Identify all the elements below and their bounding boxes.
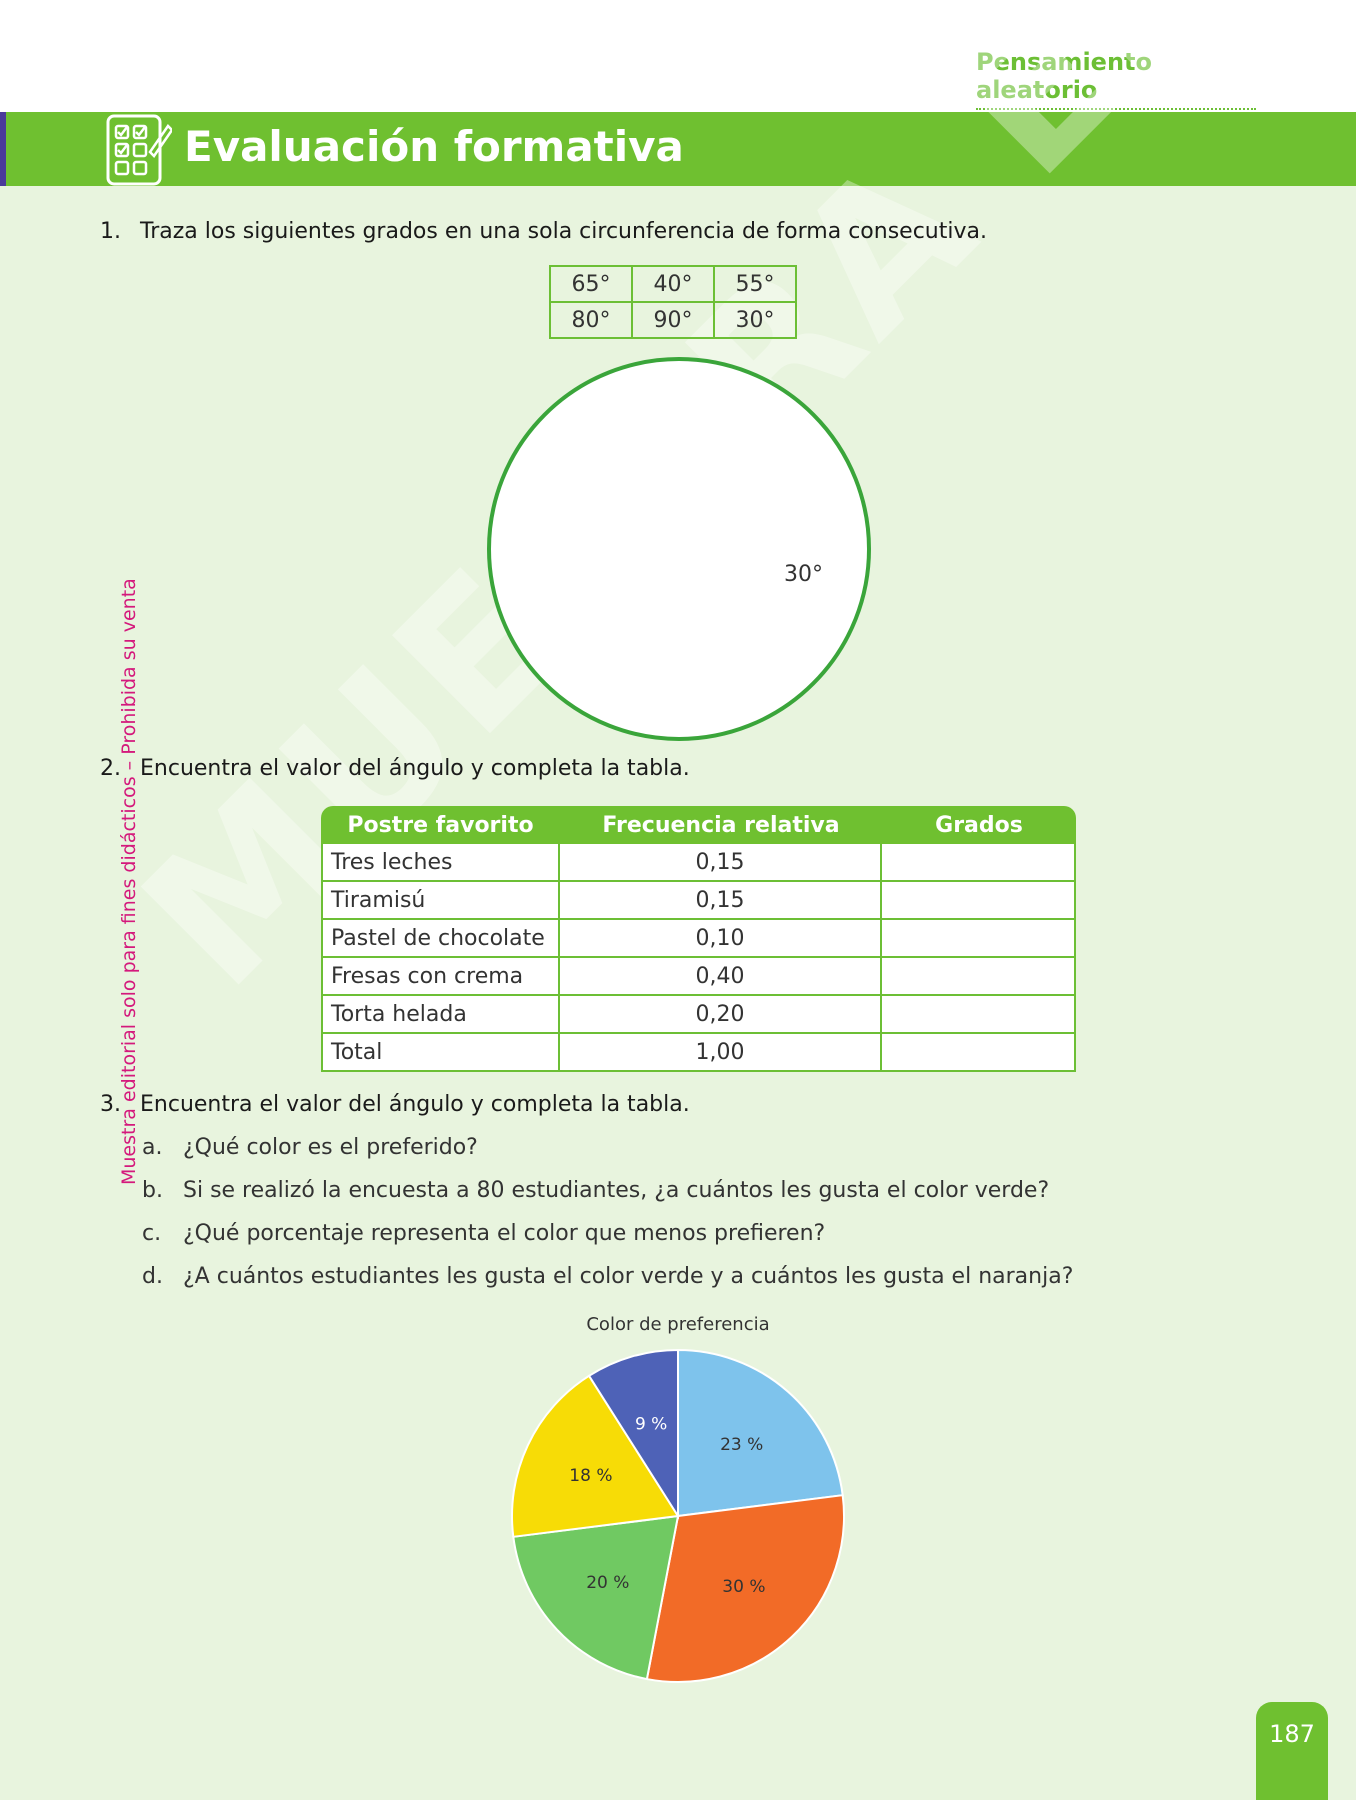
section-title: Pensamiento aleatorio (976, 48, 1256, 110)
sub-question-text: ¿Qué color es el preferido? (183, 1135, 478, 1160)
table-row (321, 882, 1076, 920)
pie-chart (508, 1346, 848, 1686)
dessert-cell: Tres leches (321, 844, 560, 882)
sub-question-letter: d. (142, 1264, 163, 1289)
checklist-icon (102, 112, 172, 188)
sub-question-text: Si se realizó la encuesta a 80 estudiantes, ¿a cuántos les gusta el color verde? (183, 1178, 1050, 1203)
dessert-cell: Torta helada (321, 996, 560, 1034)
table-row (550, 302, 796, 338)
degrees-cell[interactable] (882, 958, 1076, 996)
degree-cell: 90° (632, 302, 714, 338)
sub-question-text: ¿A cuántos estudiantes les gusta el color verde y a cuántos les gusta el naranja? (183, 1264, 1074, 1289)
pie-slice-label: 30 % (722, 1577, 766, 1598)
sub-question-text: ¿Qué porcentaje representa el color que menos prefieren? (183, 1221, 826, 1246)
drawing-circle (484, 354, 874, 744)
table-row (321, 844, 1076, 882)
table-header-row (321, 806, 1076, 844)
side-note: Muestra editorial solo para fines didácticos – Prohibida su venta (118, 578, 140, 1185)
degrees-cell[interactable] (882, 882, 1076, 920)
table-row (321, 996, 1076, 1034)
question-number: 2. (100, 756, 121, 781)
question-number: 3. (100, 1092, 121, 1117)
column-header: Postre favorito (321, 806, 560, 844)
frequency-cell: 0,40 (560, 958, 882, 996)
degrees-cell[interactable] (882, 1034, 1076, 1072)
dessert-cell: Pastel de chocolate (321, 920, 560, 958)
page-number: 187 (1256, 1702, 1328, 1800)
table-row (321, 920, 1076, 958)
pie-slice-label: 23 % (720, 1434, 764, 1455)
question-text: Traza los siguientes grados en una sola circunferencia de forma consecutiva. (140, 219, 987, 244)
pie-slice (678, 1350, 843, 1516)
column-header: Grados (882, 806, 1076, 844)
circle-angle-label: 30° (784, 562, 823, 587)
frequency-cell: 0,15 (560, 844, 882, 882)
column-header: Frecuencia relativa (560, 806, 882, 844)
frequency-cell: 0,20 (560, 996, 882, 1034)
question-text: Encuentra el valor del ángulo y completa la tabla. (140, 756, 690, 781)
dessert-cell: Total (321, 1034, 560, 1072)
banner-title: Evaluación formativa (184, 122, 684, 171)
question-number: 1. (100, 219, 121, 244)
degrees-cell[interactable] (882, 920, 1076, 958)
dessert-cell: Tiramisú (321, 882, 560, 920)
degree-cell: 30° (714, 302, 796, 338)
frequency-table (321, 806, 1076, 1072)
pie-slice-label: 18 % (569, 1466, 613, 1487)
table-row (321, 1034, 1076, 1072)
question-text: Encuentra el valor del ángulo y completa la tabla. (140, 1092, 690, 1117)
frequency-cell: 0,10 (560, 920, 882, 958)
degrees-cell[interactable] (882, 844, 1076, 882)
pie-slice-label: 9 % (634, 1414, 668, 1435)
degree-cell: 40° (632, 266, 714, 302)
table-row (550, 266, 796, 302)
frequency-cell: 0,15 (560, 882, 882, 920)
sub-question-letter: a. (142, 1135, 163, 1160)
chart-title: Color de preferencia (586, 1314, 770, 1335)
dessert-cell: Fresas con crema (321, 958, 560, 996)
degree-cell: 65° (550, 266, 632, 302)
degree-cell: 55° (714, 266, 796, 302)
sub-question-letter: b. (142, 1178, 163, 1203)
pie-slice-label: 20 % (586, 1572, 630, 1593)
degrees-cell[interactable] (882, 996, 1076, 1034)
degrees-table (549, 265, 797, 339)
degree-cell: 80° (550, 302, 632, 338)
frequency-cell: 1,00 (560, 1034, 882, 1072)
table-row (321, 958, 1076, 996)
sub-question-letter: c. (142, 1221, 162, 1246)
